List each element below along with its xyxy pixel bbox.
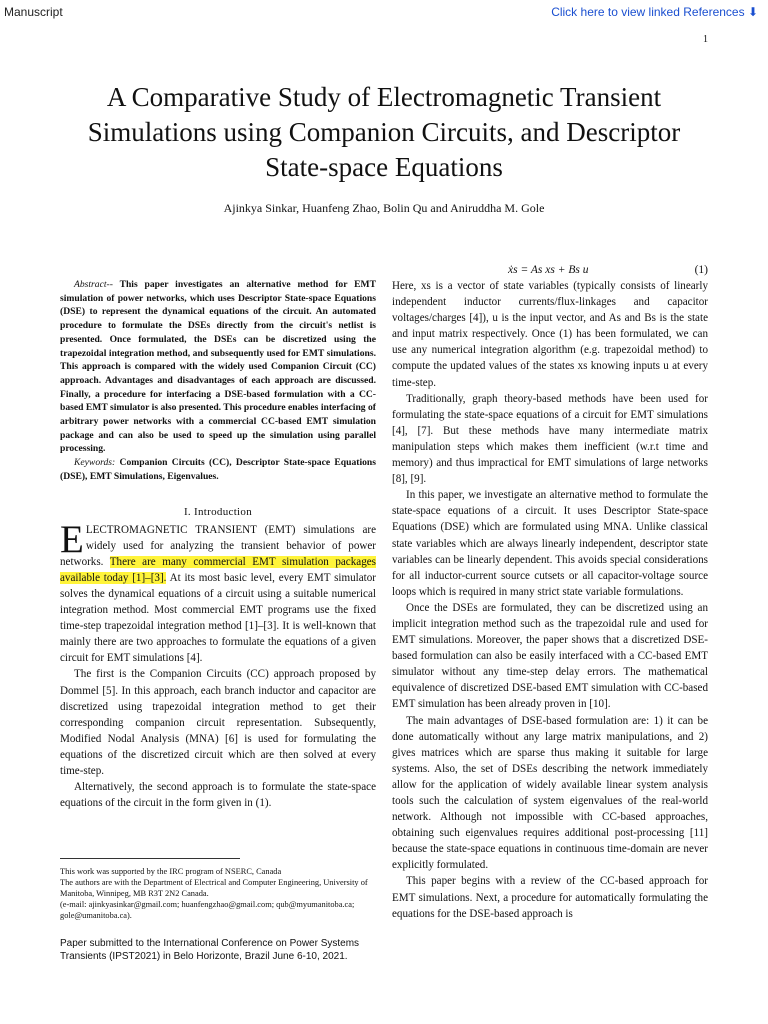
- footnote-emails: (e-mail: ajinkyasinkar@gmail.com; huanfengzhao@gmail.com; qub@myumanitoba.ca; gole@umanitoba.ca).: [60, 900, 355, 921]
- right-paragraph-3: In this paper, we investigate an alternative method to formulate the state-space equations of a circuit. It uses Descriptor State-space Equations (DSE) which are formulated using MNA. Unlike classical state variables which are always linearly independent, descriptor state variables can be linearly dependent. This avoids special considerations for all inductor-current source cutsets or all capacitor-voltage source loops which is required in many strict state variable formulations.: [392, 489, 708, 598]
- intro-paragraph-3: Alternatively, the second approach is to formulate the state-space equations of the circuit in the form given in (1).: [60, 781, 376, 810]
- drop-cap: E: [60, 517, 84, 561]
- intro-p1-start: LECTROMAGNETIC TRANSIENT (EMT) simulations are widely used for analyzing the transient behavior of power networks.: [60, 523, 376, 568]
- paper-title: A Comparative Study of Electromagnetic Transient Simulations using Companion Circuits, and Descriptor State-space Equations: [87, 82, 681, 182]
- keywords-label: Keywords:: [74, 457, 116, 469]
- keywords-text: Companion Circuits (CC), Descriptor State-space Equations (DSE), EMT Simulations, Eigenvalues.: [60, 457, 376, 482]
- abstract: [60, 278, 376, 456]
- keywords: [60, 456, 376, 483]
- intro-paragraph-2: The first is the Companion Circuits (CC) approach proposed by Dommel [5]. In this approach, each branch inductor and capacitor are discretized using trapezoidal integration method to get their corresponding companion circuit representation. Subsequently, Modified Nodal Analysis (MNA) [6] is used for formulating the equations of the discretized circuit which are then solved at every time-step.: [60, 668, 376, 778]
- intro-p1-end: At its most basic level, every EMT simulator solves the dynamical equations of a circuit using a suitable numerical integration method. Most commercial EMT programs use the fixed time-step trapezoidal integration method [1]–[3]. It is well-known that mainly there are two approaches to formulate the equations of a given circuit for EMT simulations [4].: [60, 571, 376, 665]
- manuscript-label: Manuscript: [4, 5, 63, 19]
- submission-note: Paper submitted to the International Conference on Power Systems Transients (IPST2021) in Belo Horizonte, Brazil June 6-10, 2021.: [60, 938, 360, 962]
- right-paragraph-2: Traditionally, graph theory-based methods have been used for formulating the state-space equations of a circuit for EMT simulations [4], [7]. But these methods have many intermediate matrix manipulation steps which makes them inefficient (w.r.t time and memory) and thus impractical for EMT simulations of large networks [8], [9].: [392, 392, 708, 486]
- footnote-funding: This work was supported by the IRC program of NSERC, Canada: [60, 867, 282, 876]
- author-list: Ajinkya Sinkar, Huanfeng Zhao, Bolin Qu and Aniruddha M. Gole: [223, 201, 545, 215]
- intro-paragraph-1: [60, 517, 376, 667]
- left-column: [60, 278, 376, 811]
- footnote-affiliation: The authors are with the Department of Electrical and Computer Engineering, University of Manitoba, Winnipeg, MB R3T 2N2 Canada.: [60, 878, 368, 899]
- top-bar: [0, 0, 768, 24]
- right-column: [392, 262, 708, 922]
- equation-number: (1): [694, 263, 708, 276]
- right-paragraph-5: The main advantages of DSE-based formulation are: 1) it can be done automatically without any large matrix manipulations, and 2) gives matrices which are sparse thus making it suitable for large systems. Also, the set of DSEs describing the network immediately allow for the application of widely available linear system analysis tools such the calculation of system eigenvalues of the real-world network. Although not impossible with CC-based approaches, obtaining such eigenvalues requires additional post-processing [11] because the state-space equations in continuous time-domain are never explicitly formulated.: [392, 714, 708, 872]
- section-heading-introduction: I. Introduction: [183, 505, 253, 518]
- equation-text: ẋs = As xs + Bs u: [508, 263, 589, 276]
- footnote: [60, 866, 390, 921]
- equation-1: [392, 262, 708, 278]
- page-number: 1: [703, 34, 708, 45]
- abstract-text: This paper investigates an alternative method for EMT simulation of power networks, which uses Descriptor State-space Equations (DSE) to represent the dynamical equations of the circuit. An automated procedure to formulate the DSEs directly from the circuit's netlist is presented. Once formulated, the DSEs can be discretized using the trapezoidal integration method, and subsequently used for EMT simulations. This approach is compared with the widely used Companion Circuit (CC) approach. Advantages and disadvantages of each approach are discussed. Finally, a procedure for interfacing a DSE-based formulation with a CC-based EMT simulator is also presented. This procedure enables interfacing of arbitrary power networks with a commercial CC-based EMT simulation package and can also be used to speed up the simulation using parallel processing.: [60, 279, 376, 455]
- footnote-divider: [60, 858, 240, 859]
- highlighted-text: There are many commercial EMT simulation packages available today [1]–[3].: [60, 555, 376, 584]
- right-paragraph-6: This paper begins with a review of the CC-based approach for EMT simulations. Next, a procedure for automatically formulating the equations for the DSE-based approach is: [392, 875, 708, 920]
- right-paragraph-4: Once the DSEs are formulated, they can be discretized using an implicit integration method such as the trapezoidal rule and used for EMT simulations. Moreover, the paper shows that a discretized DSE-based formulation can also be easily interfaced with a CC-based EMT simulator without any time-step delay errors. The mathematical equivalence of discretized DSE-based EMT simulation with CC-based EMT simulation has been already proven in [10].: [392, 601, 708, 711]
- view-linked-references-link[interactable]: Click here to view linked References ⬇: [551, 5, 758, 19]
- abstract-label: Abstract--: [74, 279, 113, 290]
- right-paragraph-1: Here, xs is a vector of state variables (typically consists of linearly independent inductor currents/flux-linkages and capacitor voltages/charges [4]), u is the input vector, and As and Bs is the state and input matrix respectively. Once (1) has been formulated, we can use any numerical integration algorithm (e.g. trapezoidal method) to compute the updated values of the states xs knowing inputs u at every time-step.: [392, 280, 708, 389]
